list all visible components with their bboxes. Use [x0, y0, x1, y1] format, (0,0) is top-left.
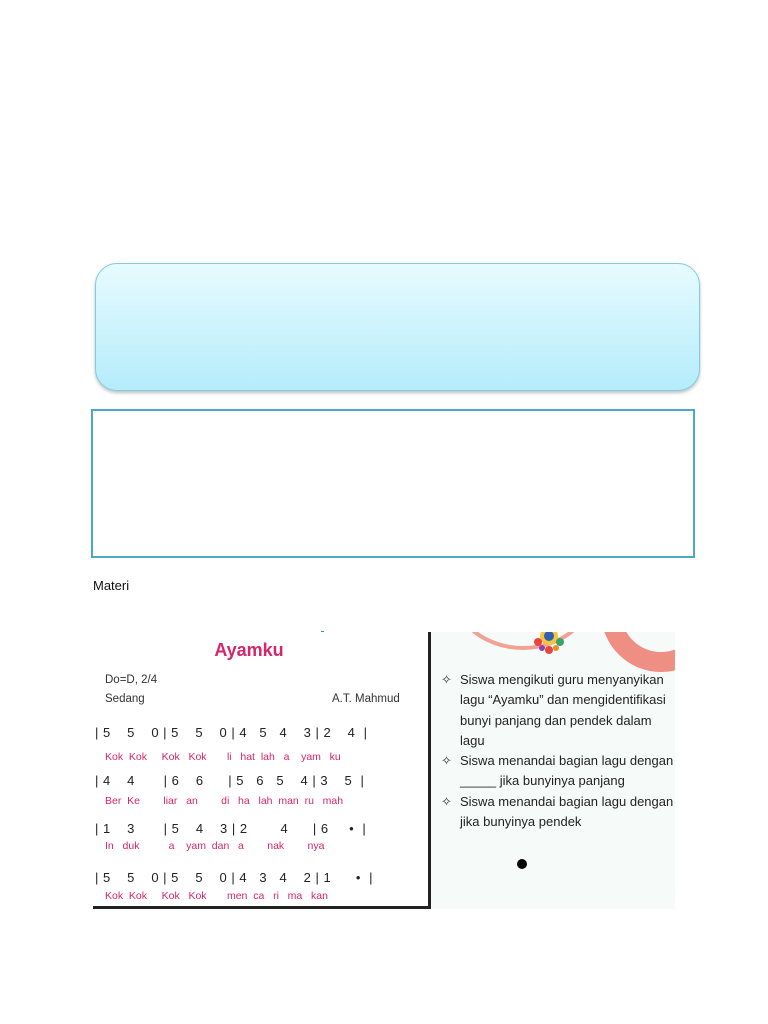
- activity-text: Siswa mengikuti guru menyanyikan lagu “Ayamku” dan mengidentifikasi bunyi panjang dan pendek dalam lagu: [460, 672, 666, 748]
- notation-line: | 4 4 | 6 6 | 5 6 5 4 | 3 5 |: [95, 773, 365, 788]
- song-score: [93, 632, 431, 909]
- lyrics-line: Kok Kok Kok Kok li hat lah a yam ku: [105, 751, 341, 763]
- activity-item: [439, 792, 675, 833]
- section-label: Materi: [93, 578, 130, 593]
- lyrics-line: In duk a yam dan a nak nya: [105, 840, 325, 852]
- activity-item: [439, 670, 675, 751]
- song-title: Ayamku: [214, 640, 284, 660]
- song-composer: A.T. Mahmud: [332, 693, 400, 705]
- decorative-arc: [449, 632, 597, 650]
- activity-list: [439, 670, 675, 832]
- cyan-banner: [95, 263, 700, 391]
- song-key: Do=D, 2/4: [105, 674, 158, 686]
- song-tempo: Sedang: [105, 693, 145, 705]
- notation-line: | 1 3 | 5 4 3 | 2 4 | 6 • |: [95, 821, 367, 836]
- activity-panel: [431, 632, 675, 909]
- material-figure: [93, 632, 675, 909]
- sparkle-bullet-icon: ✧: [441, 793, 452, 809]
- activity-item: [439, 751, 675, 792]
- lyrics-line: Ber Ke liar an di ha lah man ru mah: [105, 795, 344, 807]
- notation-line: | 5 5 0 | 5 5 0 | 4 3 4 2 | 1 • |: [95, 870, 374, 885]
- activity-text: Siswa menandai bagian lagu dengan jika bunyinya pendek: [460, 793, 674, 830]
- lyrics-line: Kok Kok Kok Kok men ca ri ma kan: [105, 890, 328, 902]
- notation-line: | 5 5 0 | 5 5 0 | 4 5 4 3 | 2 4 |: [95, 725, 368, 740]
- short-note-dot-icon: [517, 859, 527, 869]
- school-logo-icon: [531, 632, 567, 662]
- activity-text: Siswa menandai bagian lagu dengan _____ jika bunyinya panjang: [460, 753, 674, 789]
- sparkle-bullet-icon: ✧: [441, 753, 452, 769]
- empty-outline-box: [91, 409, 695, 558]
- sparkle-bullet-icon: ✧: [441, 672, 452, 687]
